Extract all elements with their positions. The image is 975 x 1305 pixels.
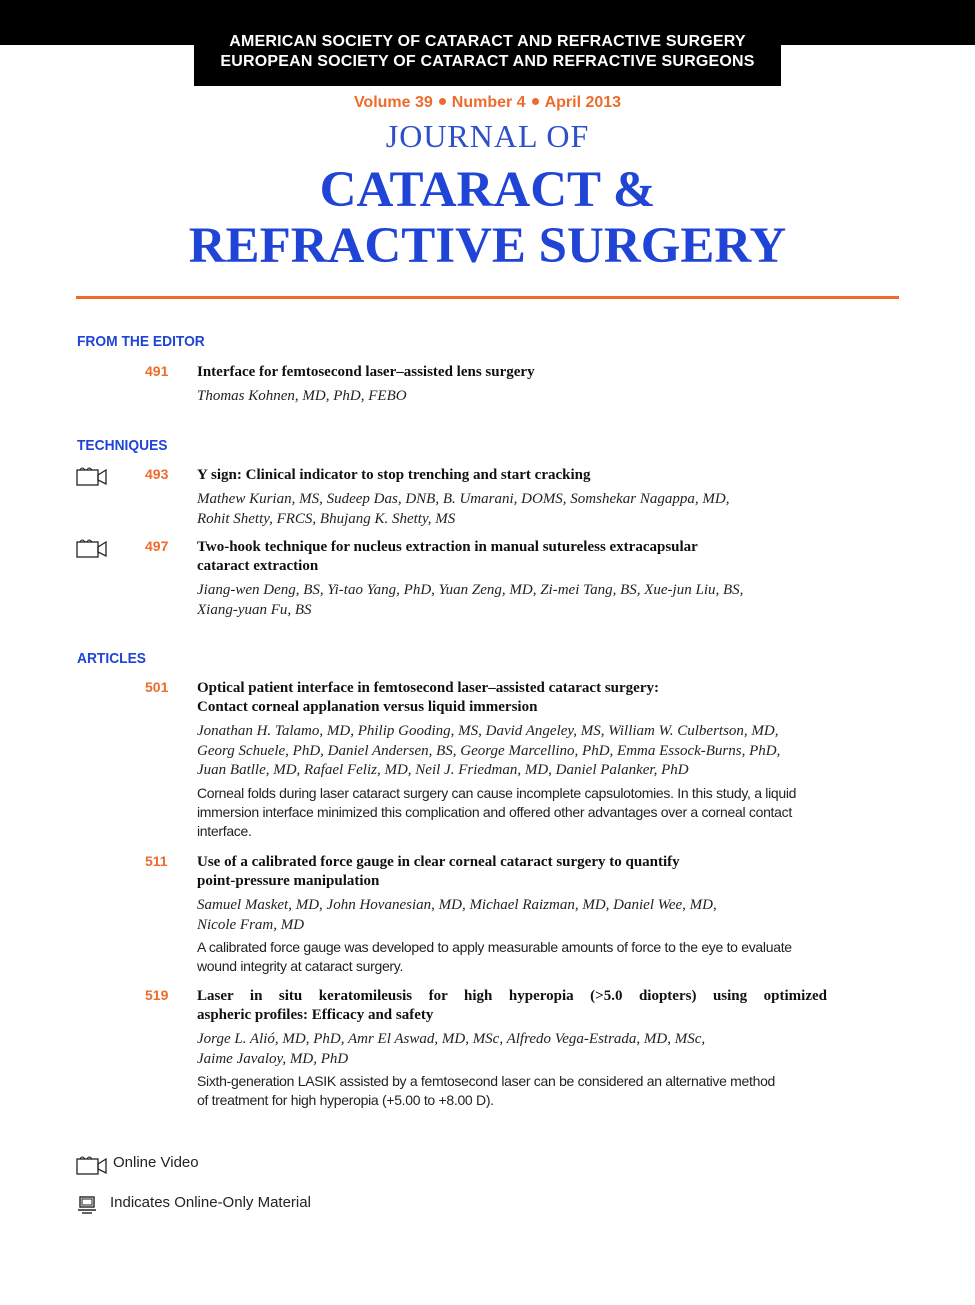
volume: Volume 39 xyxy=(353,94,433,111)
summary-line: Sixth-generation LASIK assisted by a femtosecond laser can be considered an alternative method xyxy=(197,1073,776,1089)
authors-line: Jonathan H. Talamo, MD, Philip Gooding, MS, David Angeley, MS, William W. Culbertson, MD, xyxy=(197,723,779,739)
section-from-the-editor: FROM THE EDITOR xyxy=(77,333,205,350)
article-title[interactable] xyxy=(197,679,827,717)
authors-line: Xiang-yuan Fu, BS xyxy=(197,601,312,618)
summary-line: interface. xyxy=(197,823,252,839)
bullet-icon xyxy=(439,98,446,105)
article-title[interactable]: Y sign: Clinical indicator to stop trenching and start cracking xyxy=(197,467,591,483)
header-divider xyxy=(76,296,899,299)
summary-line: A calibrated force gauge was developed to apply measurable amounts of force to the eye to evaluate xyxy=(197,939,792,955)
video-camera-icon[interactable] xyxy=(76,465,108,487)
title-line: Contact corneal applanation versus liquid immersion xyxy=(197,699,538,715)
section-techniques: TECHNIQUES xyxy=(77,437,168,454)
title-line: aspheric profiles: Efficacy and safety xyxy=(197,1007,434,1023)
video-camera-icon[interactable] xyxy=(76,537,108,559)
society-banner xyxy=(194,28,781,86)
online-only-icon xyxy=(78,1195,98,1215)
title-line: Laser in situ keratomileusis for high hyperopia (>5.0 diopters) using optimized xyxy=(197,988,827,1004)
summary-line: immersion interface minimized this complication and offered other advantages over a corneal contact xyxy=(197,804,792,820)
title-line: point-pressure manipulation xyxy=(197,873,380,889)
title-line: Two-hook technique for nucleus extraction in manual sutureless extracapsular xyxy=(197,539,698,555)
authors-line: Jaime Javaloy, MD, PhD xyxy=(197,1050,349,1067)
society-line-1: AMERICAN SOCIETY OF CATARACT AND REFRACTIVE SURGERY xyxy=(229,33,746,50)
article-title[interactable] xyxy=(197,987,827,1025)
legend-video-label: Online Video xyxy=(113,1154,199,1171)
summary-line: of treatment for high hyperopia (+5.00 to +8.00 D). xyxy=(197,1092,494,1108)
section-articles: ARTICLES xyxy=(77,650,146,667)
article-authors xyxy=(197,581,827,620)
title-line: Use of a calibrated force gauge in clear corneal cataract surgery to quantify xyxy=(197,854,680,870)
article-summary xyxy=(197,938,827,976)
authors-line: Mathew Kurian, MS, Sudeep Das, DNB, B. Umarani, DOMS, Somshekar Nagappa, MD, xyxy=(197,491,730,507)
authors-line: Nicole Fram, MD xyxy=(197,916,305,933)
article-title[interactable]: Interface for femtosecond laser–assisted lens surgery xyxy=(197,364,535,380)
page-number[interactable]: 493 xyxy=(145,466,169,482)
video-camera-icon xyxy=(76,1154,108,1176)
page-number[interactable]: 501 xyxy=(145,679,169,695)
article-authors xyxy=(197,722,827,781)
authors-line: Jorge L. Alió, MD, PhD, Amr El Aswad, MD, MSc, Alfredo Vega-Estrada, MD, MSc, xyxy=(197,1031,706,1047)
article-authors xyxy=(197,896,827,935)
issue-info xyxy=(0,94,975,112)
page-number[interactable]: 497 xyxy=(145,538,169,554)
issue-date: April 2013 xyxy=(544,94,622,111)
issue-number: Number 4 xyxy=(451,94,526,111)
article-summary xyxy=(197,784,827,841)
authors-line: Samuel Masket, MD, John Hovanesian, MD, Michael Raizman, MD, Daniel Wee, MD, xyxy=(197,897,717,913)
article-authors xyxy=(197,1030,827,1069)
authors-line: Georg Schuele, PhD, Daniel Andersen, BS, George Marcellino, PhD, Emma Essock-Burns, PhD, xyxy=(197,742,781,759)
society-line-2: EUROPEAN SOCIETY OF CATARACT AND REFRACTIVE SURGEONS xyxy=(220,53,755,70)
journal-of: JOURNAL OF xyxy=(385,118,590,154)
page-number[interactable]: 519 xyxy=(145,987,169,1003)
article-summary xyxy=(197,1072,827,1110)
page-number[interactable]: 491 xyxy=(145,363,169,379)
journal-title-line-1: CATARACT & xyxy=(319,162,656,218)
authors-line: Juan Batlle, MD, Rafael Feliz, MD, Neil J. Friedman, MD, Daniel Palanker, PhD xyxy=(197,762,689,778)
title-line: Optical patient interface in femtosecond laser–assisted cataract surgery: xyxy=(197,680,659,696)
legend-online-only-label: Indicates Online-Only Material xyxy=(110,1194,311,1211)
article-title[interactable] xyxy=(197,538,827,576)
title-line: cataract extraction xyxy=(197,558,319,574)
page-number[interactable]: 511 xyxy=(145,853,168,869)
article-authors xyxy=(197,490,827,529)
bullet-icon xyxy=(532,98,539,105)
authors-line: Rohit Shetty, FRCS, Bhujang K. Shetty, MS xyxy=(197,510,456,527)
article-authors: Thomas Kohnen, MD, PhD, FEBO xyxy=(197,388,407,404)
summary-line: Corneal folds during laser cataract surgery can cause incomplete capsulotomies. In this study, a liquid xyxy=(197,785,797,801)
summary-line: wound integrity at cataract surgery. xyxy=(197,958,404,974)
authors-line: Jiang-wen Deng, BS, Yi-tao Yang, PhD, Yuan Zeng, MD, Zi-mei Tang, BS, Xue-jun Liu, BS, xyxy=(197,582,744,598)
journal-title-line-2: REFRACTIVE SURGERY xyxy=(188,218,787,274)
article-title[interactable] xyxy=(197,853,827,891)
